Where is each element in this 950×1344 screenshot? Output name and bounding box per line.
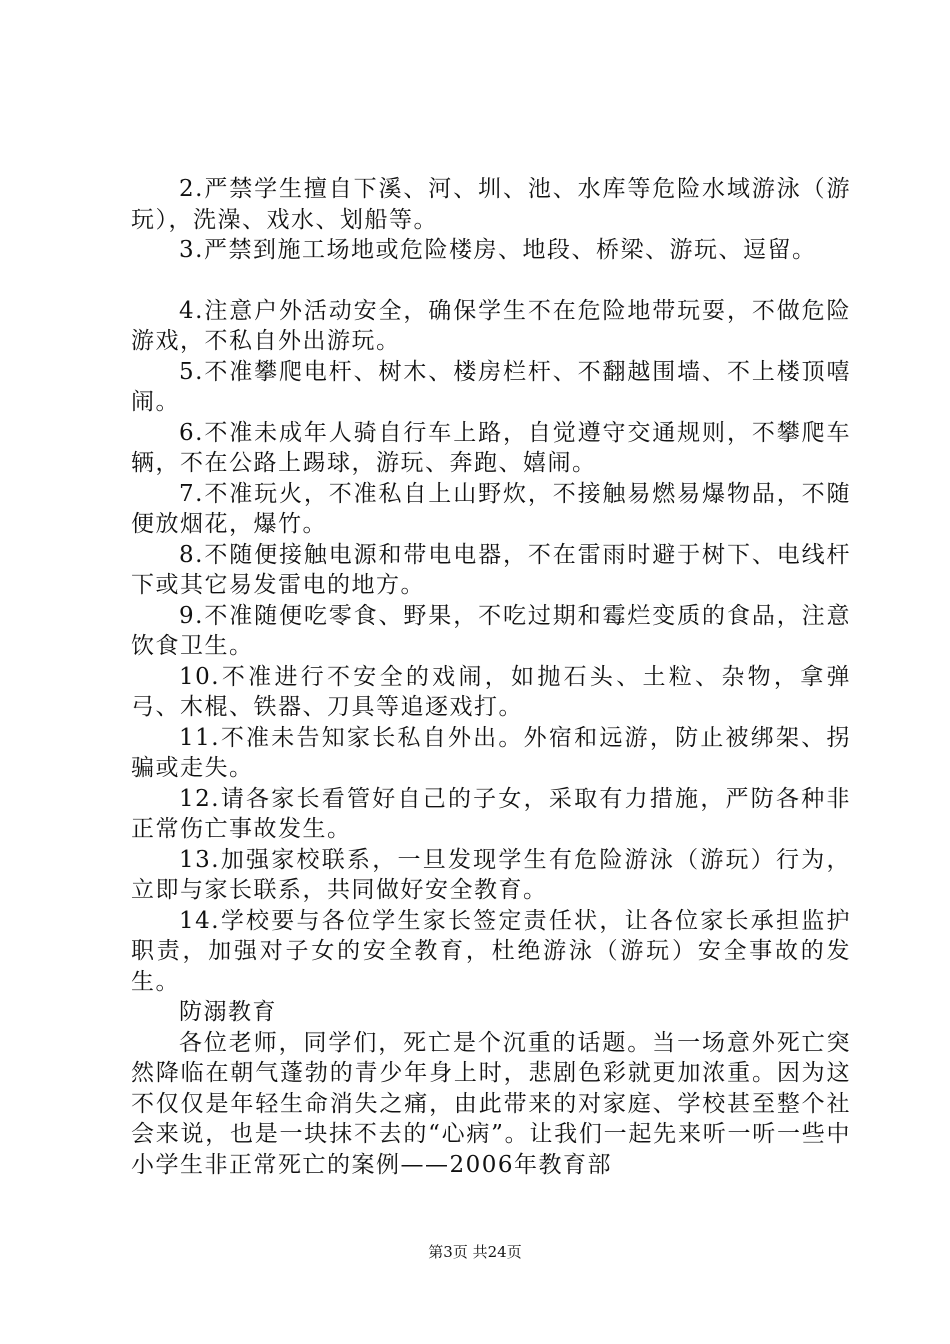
- paragraph-item-13: 13.加强家校联系，一旦发现学生有危险游泳（游玩）行为，立即与家长联系，共同做好安全教育。: [131, 846, 851, 903]
- paragraph-item-8: 8.不随便接触电源和带电电器，不在雷雨时避于树下、电线杆下或其它易发雷电的地方。: [131, 541, 851, 598]
- paragraph-item-5: 5.不准攀爬电杆、树木、楼房栏杆、不翻越围墙、不上楼顶嘻闹。: [131, 358, 851, 415]
- section-heading: 防溺教育: [179, 999, 277, 1025]
- paragraph-item-6: 6.不准未成年人骑自行车上路，自觉遵守交通规则，不攀爬车辆，不在公路上踢球，游玩、奔跑、嬉闹。: [131, 419, 851, 476]
- paragraph-item-2: 2.严禁学生擅自下溪、河、圳、池、水库等危险水域游泳（游玩），洗澡、戏水、划船等。: [131, 176, 851, 233]
- paragraph-item-4: 4.注意户外活动安全，确保学生不在危险地带玩耍，不做危险游戏，不私自外出游玩。: [131, 297, 851, 354]
- paragraph-item-11: 11.不准未告知家长私自外出。外宿和远游，防止被绑架、拐骗或走失。: [131, 724, 851, 781]
- paragraph-item-3: 3.严禁到施工场地或危险楼房、地段、桥梁、游玩、逗留。: [179, 237, 817, 263]
- document-body: [131, 174, 851, 1180]
- paragraph-item-7: 7.不准玩火，不准私自上山野炊，不接触易燃易爆物品，不随便放烟花，爆竹。: [131, 480, 851, 537]
- body-paragraph: 各位老师，同学们，死亡是个沉重的话题。当一场意外死亡突然降临在朝气蓬勃的青少年身上时，悲剧色彩就更加浓重。因为这不仅仅是年轻生命消失之痛，由此带来的对家庭、学校甚至整个社会来说，也是一块抹不去的“心病”。让我们一起先来听一听一些中小学生非正常死亡的案例——2006年教育部: [131, 1029, 851, 1178]
- page-footer: 第3页 共24页: [428, 1243, 522, 1261]
- paragraph-item-12: 12.请各家长看管好自己的子女，采取有力措施，严防各种非正常伤亡事故发生。: [131, 785, 851, 842]
- paragraph-item-14: 14.学校要与各位学生家长签定责任状，让各位家长承担监护职责，加强对子女的安全教育，杜绝游泳（游玩）安全事故的发生。: [131, 907, 851, 995]
- paragraph-item-9: 9.不准随便吃零食、野果，不吃过期和霉烂变质的食品，注意饮食卫生。: [131, 602, 851, 659]
- paragraph-item-10: 10.不准进行不安全的戏闹，如抛石头、土粒、杂物，拿弹弓、木棍、铁器、刀具等追逐戏打。: [131, 663, 851, 720]
